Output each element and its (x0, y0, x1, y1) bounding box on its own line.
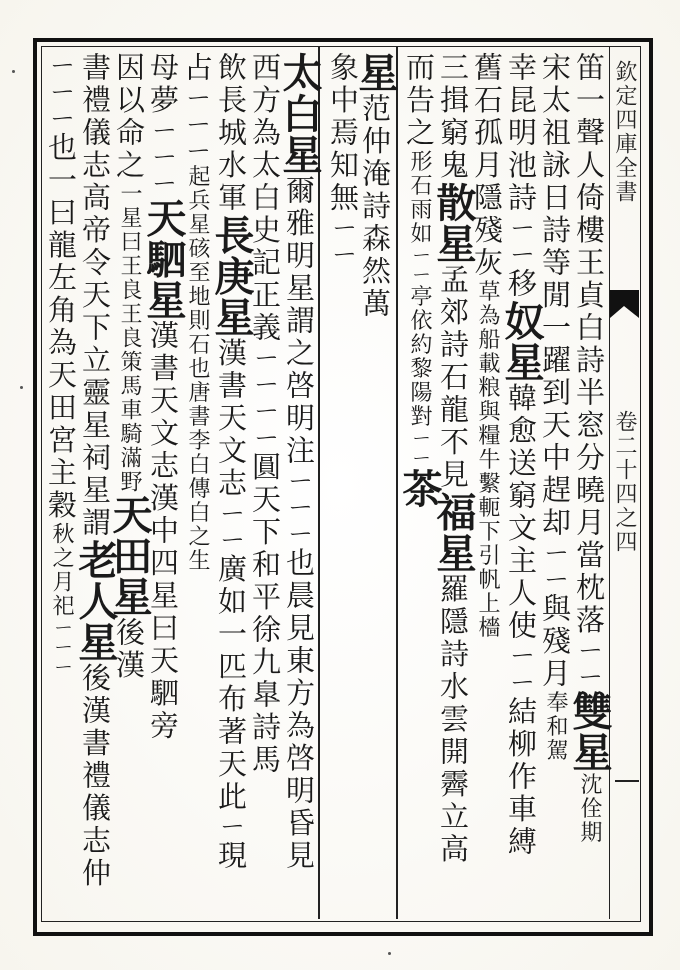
text-column (140, 52, 187, 743)
entry-heading: 雙星 (566, 690, 613, 773)
body-text: 因以命之 (112, 52, 146, 182)
body-text: 書禮儀志高帝令天下立靈星祠星謂 (78, 52, 112, 540)
text-column (208, 52, 255, 873)
text-column (538, 52, 572, 762)
body-text: 范仲淹詩森然萬 (358, 93, 392, 321)
annotation-text: 奉和駕 (543, 690, 568, 763)
text-column (430, 52, 477, 866)
body-text: 孟郊詩石龍不見 (436, 264, 470, 492)
entry-heading: 奴星 (498, 300, 545, 383)
text-column (566, 52, 613, 845)
text-column (248, 52, 282, 776)
body-text: 宋太祖詠日詩等閒一躍到天中趕却ㄧㄧ與殘月 (538, 52, 572, 691)
text-column (44, 52, 78, 677)
body-text: 母夢ㄧㄧㄧ (146, 52, 180, 198)
entry-heading: 老人星 (72, 539, 119, 663)
annotation-text: 形石雨如ㄧㄧ (407, 149, 432, 285)
body-text: 舊石孤月隱殘灰 (470, 52, 504, 280)
scan-speck (388, 952, 391, 955)
entry-heading: 茶 (396, 467, 443, 509)
fishtail-mark-icon (610, 290, 639, 318)
entry-heading: 散星 (430, 182, 477, 264)
annotation-text: 起兵星硋至地則石也唐書李白傳白之生 (185, 164, 210, 573)
entry-heading: 長庚星 (208, 214, 255, 338)
annotation-text: 秋之月祀ㄧㄧㄧ (49, 522, 74, 677)
body-text: 笛一聲人倚樓王貞白詩半窓分曉月當枕落ㄧㄧ (572, 52, 606, 691)
margin-rule (615, 780, 639, 782)
body-text: 占ㄧㄧㄧ (180, 52, 214, 165)
body-text: 西方為太白史記正義ㄧㄧㄧㄧ圓天下和平徐九臯詩馬 (248, 52, 282, 777)
body-text: 而告之 (402, 52, 436, 150)
scan-speck (12, 70, 15, 73)
body-text: 幸昆明池詩ㄧㄧ移 (504, 52, 538, 301)
entry-heading: 天駟星 (140, 197, 187, 321)
text-column (72, 52, 119, 890)
annotation-text: 亭依約黎陽對ㄧㄧ (407, 284, 432, 468)
body-text: 爾雅明星謂之啓明注ㄧㄧㄧ也晨見東方為啓明昏見 (282, 175, 316, 873)
body-text: 漢書天文志ㄧㄧ廣如一匹布著天此ㄧ現 (214, 337, 248, 873)
body-text: 羅隱詩水雲開霽立高 (436, 573, 470, 866)
text-column (396, 52, 443, 509)
text-column (326, 52, 360, 268)
annotation-text: 沈佺期 (577, 772, 602, 845)
annotation-text: 一星曰王良王良策馬車騎滿野 (117, 182, 142, 494)
body-text: 漢書天文志漢中四星曰天駟旁 (146, 320, 180, 743)
text-column (276, 52, 323, 873)
margin-title: 欽定四庫全書 (612, 60, 637, 204)
annotation-text: 草為船載粮與糧牛繫軛下引帆上檣 (475, 279, 500, 640)
body-text: 三揖窮鬼 (436, 52, 470, 182)
scan-speck (20, 386, 23, 389)
entry-heading: 天田星 (106, 494, 153, 617)
text-column (352, 52, 399, 321)
column-rule (318, 47, 320, 919)
entry-heading: 福星 (430, 491, 477, 574)
body-text: 後漢書禮儀志仲 (78, 662, 112, 890)
body-text: 飲長城水軍 (214, 52, 248, 215)
body-text: ㄧㄧㄧ也一曰龍左角為天田宮主穀 (44, 52, 78, 523)
body-text: 象中焉知無ㄧㄧ (326, 52, 360, 268)
margin-volume: 卷二十四之四 (612, 410, 637, 554)
text-column (498, 52, 545, 859)
body-text: 後漢 (112, 617, 146, 682)
body-text: 韓愈送窮文主人使ㄧㄧ結柳作車縛 (504, 382, 538, 859)
entry-heading: 星 (352, 52, 399, 93)
entry-heading: 太白星 (276, 52, 323, 175)
